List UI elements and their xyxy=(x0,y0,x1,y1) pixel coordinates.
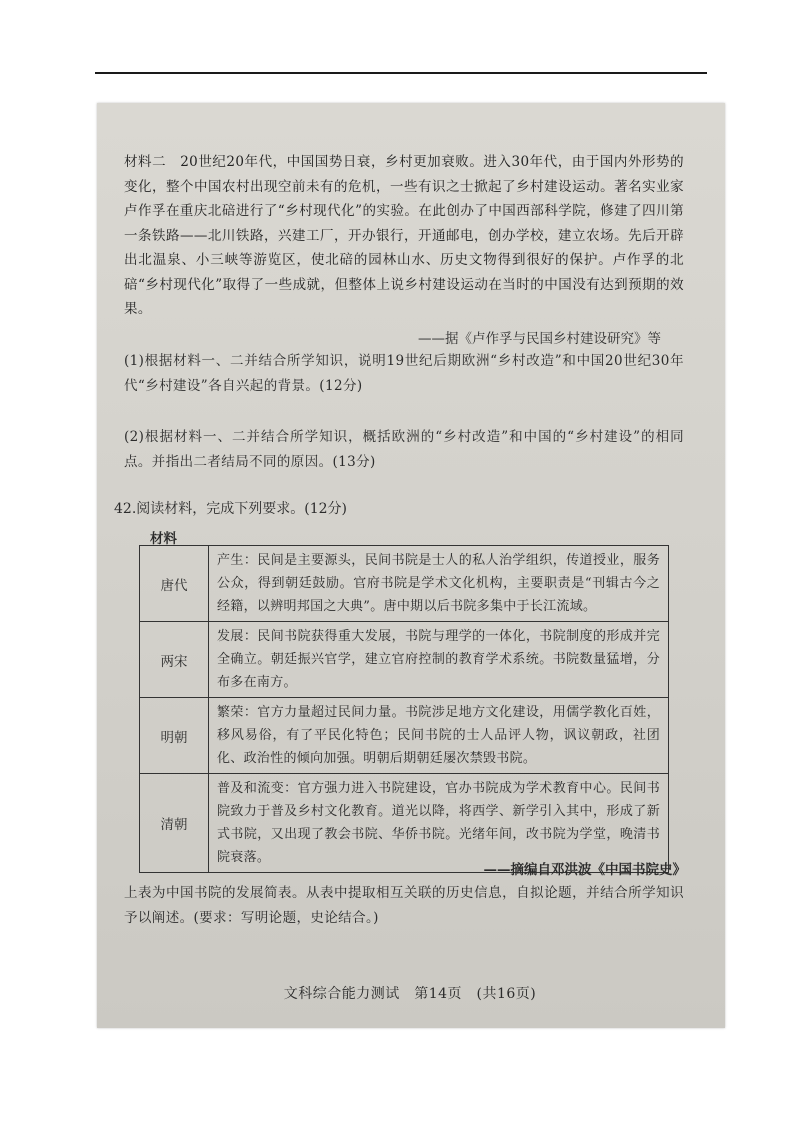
material-2-source: ——据《卢作孚与民国乡村建设研究》等 xyxy=(418,331,661,347)
academy-history-table xyxy=(139,545,669,873)
question-1: (1)根据材料一、二并结合所学知识，说明19世纪后期欧洲“乡村改造”和中国20世纪30年代“乡村建设”各自兴起的背景。(12分) xyxy=(124,353,684,394)
top-rule xyxy=(95,72,707,74)
era-cell: 两宋 xyxy=(140,622,209,698)
table-row xyxy=(140,698,669,774)
desc-cell: 繁荣：官方力量超过民间力量。书院涉足地方文化建设，用儒学教化百姓，移风易俗，有了平民化特色；民间书院的士人品评人物，讽议朝政，社团化、政治性的倾向加强。明朝后期朝廷屡次禁毁书院。 xyxy=(209,698,669,774)
desc-cell: 发展：民间书院获得重大发展，书院与理学的一体化，书院制度的形成并完全确立。朝廷振兴官学，建立官府控制的教育学术系统。书院数量猛增，分布多在南方。 xyxy=(209,622,669,698)
question-42-heading: 42.阅读材料，完成下列要求。(12分) xyxy=(114,501,348,517)
desc-cell: 普及和流变：官方强力进入书院建设，官办书院成为学术教育中心。民间书院致力于普及乡村文化教育。道光以降，将西学、新学引入其中，形成了新式书院，又出现了教会书院、华侨书院。光绪年间，改书院为学堂，晚清书院衰落。 xyxy=(209,774,669,873)
desc-cell: 产生：民间是主要源头，民间书院是士人的私人治学组织，传道授业，服务公众，得到朝廷鼓励。官府书院是学术文化机构，主要职责是“刊辑古今之经籍，以辨明邦国之大典”。唐中期以后书院多集中于长江流域。 xyxy=(209,546,669,622)
page-footer: 文科综合能力测试 第14页 (共16页) xyxy=(283,986,537,1002)
era-cell: 明朝 xyxy=(140,698,209,774)
era-cell: 清朝 xyxy=(140,774,209,873)
table-row xyxy=(140,546,669,622)
question-42-prompt: 上表为中国书院的发展简表。从表中提取相互关联的历史信息，自拟论题，并结合所学知识予以阐述。(要求：写明论题，史论结合。) xyxy=(124,885,684,926)
era-cell: 唐代 xyxy=(140,546,209,622)
material-label: 材料 xyxy=(150,531,177,547)
material-2-text: 材料二 20世纪20年代，中国国势日衰，乡村更加衰败。进入30年代，由于国内外形势的变化，整个中国农村出现空前未有的危机，一些有识之士掀起了乡村建设运动。著名实业家卢作孚在重庆北碚进行了“乡村现代化”的实验。在此创办了中国西部科学院，修建了四川第一条铁路——北川铁路，兴建工厂，开办银行，开通邮电，创办学校，建立农场。先后开辟出北温泉、小三峡等游览区，使北碚的园林山水、历史文物得到很好的保护。卢作孚的北碚“乡村现代化”取得了一些成就，但整体上说乡村建设运动在当时的中国没有达到预期的效果。 xyxy=(124,154,684,317)
table-row xyxy=(140,622,669,698)
table-source: ——摘编自邓洪波《中国书院史》 xyxy=(483,862,686,878)
question-2: (2)根据材料一、二并结合所学知识，概括欧洲的“乡村改造”和中国的“乡村建设”的相同点。并指出二者结局不同的原因。(13分) xyxy=(124,429,684,470)
